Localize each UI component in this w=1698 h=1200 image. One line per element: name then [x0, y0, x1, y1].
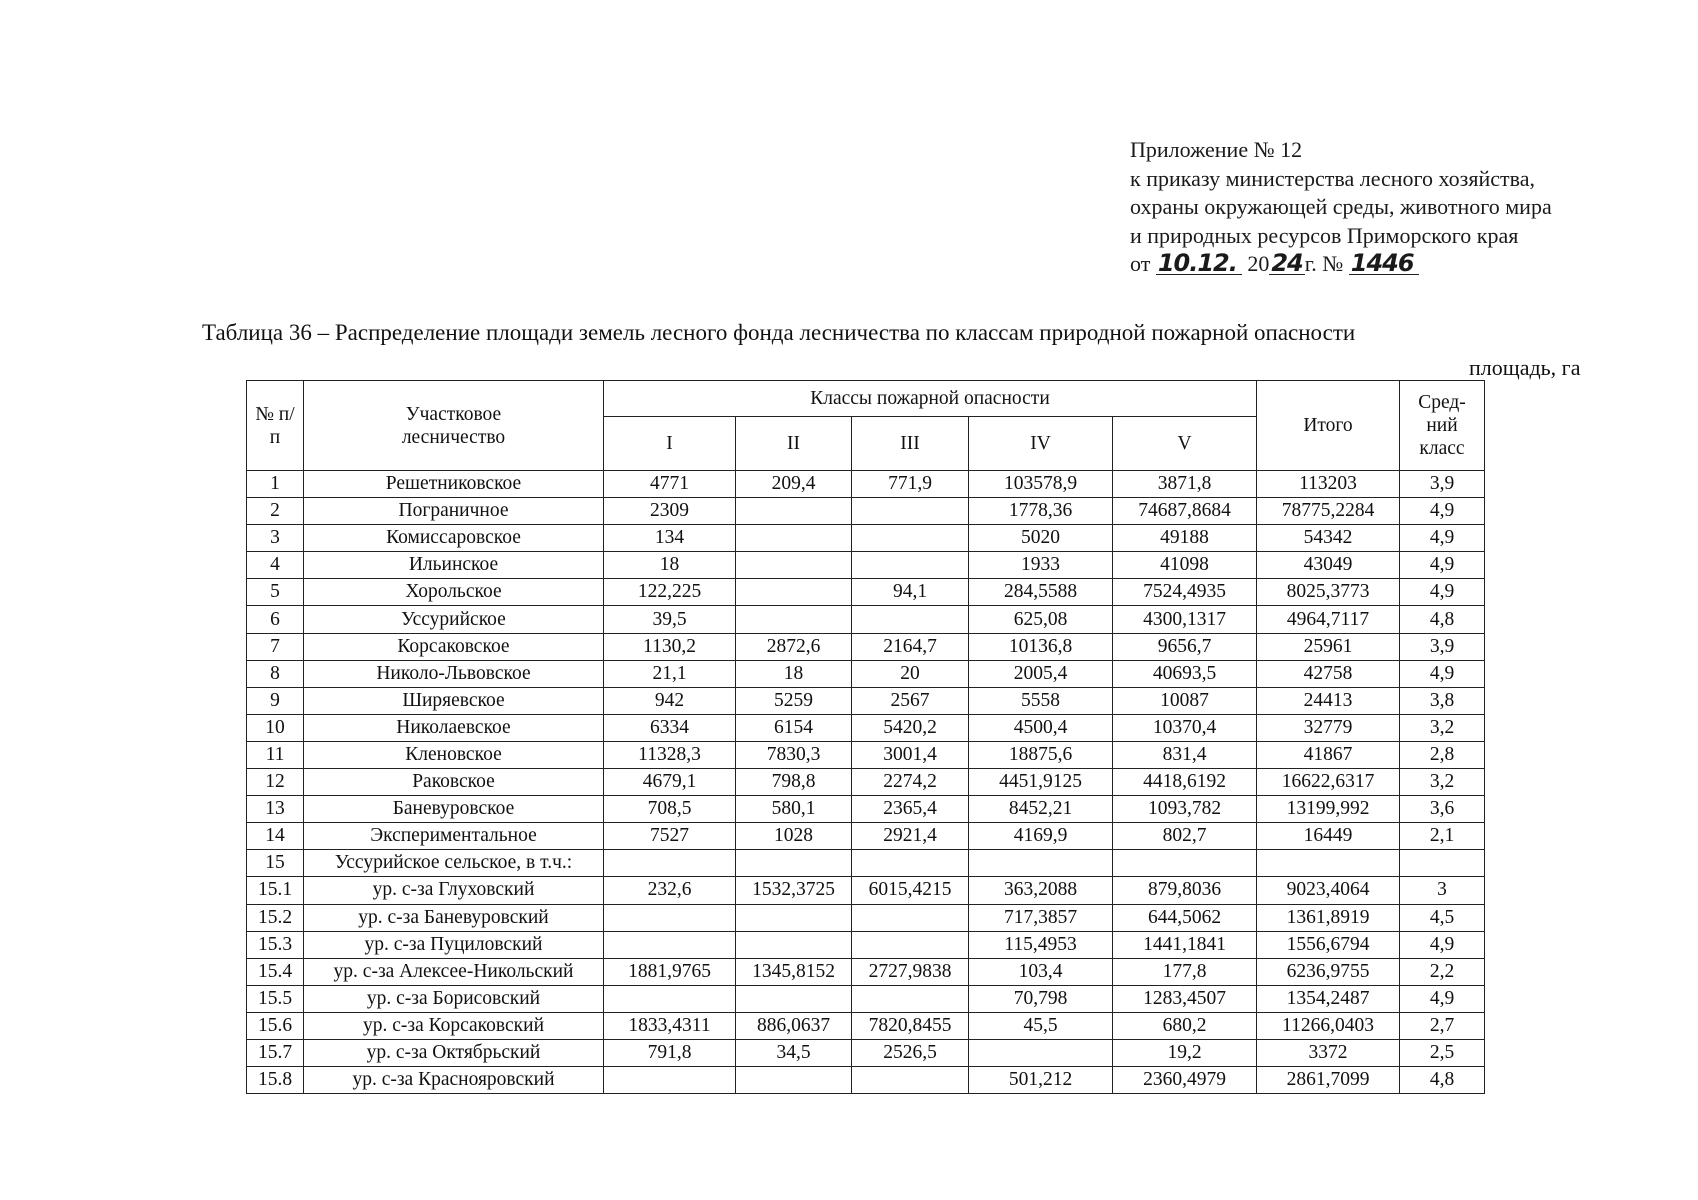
class-v-value: 10370,4 — [1113, 714, 1257, 741]
class-i-value: 791,8 — [604, 1039, 736, 1066]
header-fire-classes: Классы пожарной опасности — [604, 381, 1257, 417]
average-class-value: 3,9 — [1400, 471, 1485, 498]
class-ii-value: 580,1 — [736, 796, 852, 823]
class-v-value: 3871,8 — [1113, 471, 1257, 498]
forestry-name: Ширяевское — [304, 687, 604, 714]
class-iv-value: 363,2088 — [969, 877, 1113, 904]
class-ii-value: 1532,3725 — [736, 877, 852, 904]
header-class-iv: IV — [969, 417, 1113, 471]
header-num: № п/п — [247, 381, 304, 471]
class-v-value: 10087 — [1113, 687, 1257, 714]
table-row — [247, 958, 1485, 985]
class-iii-value — [852, 525, 969, 552]
class-i-value: 4771 — [604, 471, 736, 498]
class-ii-value: 1028 — [736, 823, 852, 850]
total-value: 1361,8919 — [1257, 904, 1400, 931]
class-ii-value: 886,0637 — [736, 1012, 852, 1039]
total-value: 16622,6317 — [1257, 769, 1400, 796]
class-v-value: 7524,4935 — [1113, 579, 1257, 606]
row-number: 15.2 — [247, 904, 304, 931]
class-ii-value — [736, 985, 852, 1012]
row-number: 7 — [247, 633, 304, 660]
class-v-value: 802,7 — [1113, 823, 1257, 850]
class-iii-value — [852, 552, 969, 579]
total-value: 78775,2284 — [1257, 498, 1400, 525]
forestry-name: Пограничное — [304, 498, 604, 525]
average-class-value: 4,9 — [1400, 931, 1485, 958]
table-row — [247, 769, 1485, 796]
row-number: 15.6 — [247, 1012, 304, 1039]
header-total: Итого — [1257, 381, 1400, 471]
class-i-value: 1833,4311 — [604, 1012, 736, 1039]
class-v-value: 4418,6192 — [1113, 769, 1257, 796]
table-row — [247, 606, 1485, 633]
class-i-value: 7527 — [604, 823, 736, 850]
class-ii-value: 5259 — [736, 687, 852, 714]
header-average-class: Сред-ний класс — [1400, 381, 1485, 471]
class-iv-value: 4500,4 — [969, 714, 1113, 741]
row-number: 9 — [247, 687, 304, 714]
class-iii-value: 94,1 — [852, 579, 969, 606]
class-iii-value: 5420,2 — [852, 714, 969, 741]
class-v-value: 19,2 — [1113, 1039, 1257, 1066]
class-iii-value: 3001,4 — [852, 741, 969, 768]
table-row — [247, 579, 1485, 606]
class-v-value: 831,4 — [1113, 741, 1257, 768]
appendix-block — [1130, 136, 1552, 279]
class-ii-value — [736, 579, 852, 606]
average-class-value: 3 — [1400, 877, 1485, 904]
row-number: 6 — [247, 606, 304, 633]
total-value: 16449 — [1257, 823, 1400, 850]
row-number: 15.3 — [247, 931, 304, 958]
class-v-value: 2360,4979 — [1113, 1067, 1257, 1094]
class-iv-value: 501,212 — [969, 1067, 1113, 1094]
total-value: 1354,2487 — [1257, 985, 1400, 1012]
table-row — [247, 498, 1485, 525]
class-i-value — [604, 1067, 736, 1094]
class-iv-value: 70,798 — [969, 985, 1113, 1012]
total-value: 32779 — [1257, 714, 1400, 741]
table-row — [247, 904, 1485, 931]
class-v-value: 1441,1841 — [1113, 931, 1257, 958]
class-iii-value: 2727,9838 — [852, 958, 969, 985]
average-class-value: 4,9 — [1400, 552, 1485, 579]
average-class-value: 3,2 — [1400, 714, 1485, 741]
class-iv-value: 717,3857 — [969, 904, 1113, 931]
forestry-name: Экспериментальное — [304, 823, 604, 850]
class-iii-value: 2164,7 — [852, 633, 969, 660]
row-number: 11 — [247, 741, 304, 768]
appendix-line: охраны окружающей среды, животного мира — [1130, 194, 1552, 219]
class-i-value: 134 — [604, 525, 736, 552]
class-ii-value: 209,4 — [736, 471, 852, 498]
average-class-value: 3,2 — [1400, 769, 1485, 796]
table-body — [247, 471, 1485, 1094]
average-class-value: 3,8 — [1400, 687, 1485, 714]
class-iv-value: 18875,6 — [969, 741, 1113, 768]
class-iii-value: 771,9 — [852, 471, 969, 498]
class-iii-value: 2365,4 — [852, 796, 969, 823]
total-value: 6236,9755 — [1257, 958, 1400, 985]
average-class-value: 2,1 — [1400, 823, 1485, 850]
average-class-value: 2,2 — [1400, 958, 1485, 985]
header-class-v: V — [1113, 417, 1257, 471]
total-value: 11266,0403 — [1257, 1012, 1400, 1039]
class-iv-value: 284,5588 — [969, 579, 1113, 606]
class-iii-value — [852, 850, 969, 877]
average-class-value: 4,9 — [1400, 660, 1485, 687]
class-i-value: 122,225 — [604, 579, 736, 606]
class-ii-value — [736, 606, 852, 633]
class-ii-value — [736, 1067, 852, 1094]
average-class-value: 4,5 — [1400, 904, 1485, 931]
class-v-value: 680,2 — [1113, 1012, 1257, 1039]
class-v-value: 74687,8684 — [1113, 498, 1257, 525]
forestry-name: Корсаковское — [304, 633, 604, 660]
header-class-i: I — [604, 417, 736, 471]
fire-danger-table — [246, 380, 1485, 1094]
table-row — [247, 931, 1485, 958]
class-v-value: 9656,7 — [1113, 633, 1257, 660]
class-i-value — [604, 850, 736, 877]
class-i-value: 232,6 — [604, 877, 736, 904]
total-value: 2861,7099 — [1257, 1067, 1400, 1094]
class-i-value — [604, 904, 736, 931]
row-number: 8 — [247, 660, 304, 687]
forestry-name: ур. с-за Борисовский — [304, 985, 604, 1012]
class-ii-value: 1345,8152 — [736, 958, 852, 985]
order-date-line — [1130, 250, 1552, 279]
class-i-value — [604, 931, 736, 958]
class-v-value: 40693,5 — [1113, 660, 1257, 687]
class-iii-value: 2921,4 — [852, 823, 969, 850]
class-iii-value: 2526,5 — [852, 1039, 969, 1066]
total-value: 43049 — [1257, 552, 1400, 579]
row-number: 15 — [247, 850, 304, 877]
class-v-value: 879,8036 — [1113, 877, 1257, 904]
forestry-name: Ильинское — [304, 552, 604, 579]
row-number: 10 — [247, 714, 304, 741]
forestry-name: ур. с-за Корсаковский — [304, 1012, 604, 1039]
class-iv-value — [969, 1039, 1113, 1066]
class-iv-value: 45,5 — [969, 1012, 1113, 1039]
average-class-value: 4,9 — [1400, 525, 1485, 552]
row-number: 15.7 — [247, 1039, 304, 1066]
appendix-line: к приказу министерства лесного хозяйства, — [1130, 165, 1536, 191]
table-row — [247, 633, 1485, 660]
class-v-value: 177,8 — [1113, 958, 1257, 985]
total-value: 9023,4064 — [1257, 877, 1400, 904]
units-label: площадь, га — [1469, 355, 1581, 380]
total-value: 42758 — [1257, 660, 1400, 687]
header-forestry: Участковое лесничество — [304, 381, 604, 471]
header-class-iii: III — [852, 417, 969, 471]
forestry-name: ур. с-за Пуциловский — [304, 931, 604, 958]
total-value: 54342 — [1257, 525, 1400, 552]
forestry-name: ур. с-за Глуховский — [304, 877, 604, 904]
table-row — [247, 1067, 1485, 1094]
row-number: 2 — [247, 498, 304, 525]
row-number: 12 — [247, 769, 304, 796]
table-row — [247, 877, 1485, 904]
average-class-value — [1400, 850, 1485, 877]
average-class-value: 4,8 — [1400, 606, 1485, 633]
forestry-name: Комиссаровское — [304, 525, 604, 552]
table-row — [247, 1012, 1485, 1039]
year-word: г. № — [1304, 251, 1344, 276]
class-ii-value: 34,5 — [736, 1039, 852, 1066]
class-ii-value: 7830,3 — [736, 741, 852, 768]
class-iii-value: 2567 — [852, 687, 969, 714]
class-i-value: 18 — [604, 552, 736, 579]
class-iv-value: 5558 — [969, 687, 1113, 714]
average-class-value: 2,8 — [1400, 741, 1485, 768]
year-prefix: 20 — [1247, 251, 1270, 276]
header-class-ii: II — [736, 417, 852, 471]
row-number: 15.1 — [247, 877, 304, 904]
table-row — [247, 823, 1485, 850]
class-ii-value — [736, 552, 852, 579]
class-iii-value — [852, 904, 969, 931]
header-row — [247, 381, 1485, 417]
class-iv-value: 4451,9125 — [969, 769, 1113, 796]
class-ii-value: 18 — [736, 660, 852, 687]
forestry-name: ур. с-за Баневуровский — [304, 904, 604, 931]
class-iii-value — [852, 985, 969, 1012]
class-iv-value: 1933 — [969, 552, 1113, 579]
forestry-name: Уссурийское сельское, в т.ч.: — [304, 850, 604, 877]
forestry-name: Николо-Львовское — [304, 660, 604, 687]
average-class-value: 3,9 — [1400, 633, 1485, 660]
class-i-value: 4679,1 — [604, 769, 736, 796]
average-class-value: 3,6 — [1400, 796, 1485, 823]
class-iii-value: 7820,8455 — [852, 1012, 969, 1039]
class-ii-value — [736, 931, 852, 958]
average-class-value: 4,8 — [1400, 1067, 1485, 1094]
class-iv-value: 8452,21 — [969, 796, 1113, 823]
total-value: 41867 — [1257, 741, 1400, 768]
class-i-value: 2309 — [604, 498, 736, 525]
class-i-value: 21,1 — [604, 660, 736, 687]
appendix-line: и природных ресурсов Приморского края — [1130, 222, 1519, 248]
table-row — [247, 660, 1485, 687]
class-i-value: 708,5 — [604, 796, 736, 823]
total-value: 25961 — [1257, 633, 1400, 660]
table-row — [247, 741, 1485, 768]
forestry-name: Уссурийское — [304, 606, 604, 633]
row-number: 5 — [247, 579, 304, 606]
total-value: 1556,6794 — [1257, 931, 1400, 958]
average-class-value: 2,7 — [1400, 1012, 1485, 1039]
row-number: 3 — [247, 525, 304, 552]
handwritten-year: 24 — [1271, 249, 1303, 277]
class-i-value — [604, 985, 736, 1012]
class-ii-value: 6154 — [736, 714, 852, 741]
forestry-name: Решетниковское — [304, 471, 604, 498]
total-value: 13199,992 — [1257, 796, 1400, 823]
table-caption: Таблица 36 – Распределение площади земель лесного фонда лесничества по классам природной пожарной опасности — [202, 320, 1356, 345]
class-i-value: 1130,2 — [604, 633, 736, 660]
forestry-name: Баневуровское — [304, 796, 604, 823]
class-iv-value: 10136,8 — [969, 633, 1113, 660]
forestry-name: Раковское — [304, 769, 604, 796]
class-iii-value: 2274,2 — [852, 769, 969, 796]
table-row — [247, 525, 1485, 552]
forestry-name: Николаевское — [304, 714, 604, 741]
class-iv-value: 103578,9 — [969, 471, 1113, 498]
class-iv-value: 5020 — [969, 525, 1113, 552]
table-row — [247, 714, 1485, 741]
date-prefix: от — [1130, 251, 1151, 276]
class-iv-value: 4169,9 — [969, 823, 1113, 850]
average-class-value: 4,9 — [1400, 985, 1485, 1012]
row-number: 4 — [247, 552, 304, 579]
forestry-name: ур. с-за Алексее-Никольский — [304, 958, 604, 985]
table-row — [247, 796, 1485, 823]
class-iv-value: 2005,4 — [969, 660, 1113, 687]
class-ii-value — [736, 525, 852, 552]
average-class-value: 4,9 — [1400, 579, 1485, 606]
forestry-name: ур. с-за Октябрьский — [304, 1039, 604, 1066]
row-number: 1 — [247, 471, 304, 498]
class-i-value: 942 — [604, 687, 736, 714]
table-row — [247, 687, 1485, 714]
table-row — [247, 850, 1485, 877]
class-iii-value: 6015,4215 — [852, 877, 969, 904]
class-ii-value: 798,8 — [736, 769, 852, 796]
class-i-value: 39,5 — [604, 606, 736, 633]
class-ii-value — [736, 498, 852, 525]
class-v-value: 1093,782 — [1113, 796, 1257, 823]
class-iv-value: 625,08 — [969, 606, 1113, 633]
class-v-value: 41098 — [1113, 552, 1257, 579]
class-i-value: 1881,9765 — [604, 958, 736, 985]
average-class-value: 2,5 — [1400, 1039, 1485, 1066]
class-v-value: 49188 — [1113, 525, 1257, 552]
class-iii-value — [852, 606, 969, 633]
forestry-name: ур. с-за Краснояровский — [304, 1067, 604, 1094]
table-row — [247, 985, 1485, 1012]
average-class-value: 4,9 — [1400, 498, 1485, 525]
forestry-name: Хорольское — [304, 579, 604, 606]
class-iv-value: 115,4953 — [969, 931, 1113, 958]
table-row — [247, 471, 1485, 498]
row-number: 13 — [247, 796, 304, 823]
class-ii-value — [736, 850, 852, 877]
class-iii-value — [852, 1067, 969, 1094]
row-number: 15.8 — [247, 1067, 304, 1094]
handwritten-date: 10.12. — [1156, 252, 1242, 275]
class-iv-value — [969, 850, 1113, 877]
row-number: 14 — [247, 823, 304, 850]
class-v-value: 1283,4507 — [1113, 985, 1257, 1012]
class-ii-value — [736, 904, 852, 931]
class-iii-value — [852, 931, 969, 958]
class-i-value: 11328,3 — [604, 741, 736, 768]
total-value: 113203 — [1257, 471, 1400, 498]
row-number: 15.5 — [247, 985, 304, 1012]
table-row — [247, 1039, 1485, 1066]
class-iv-value: 1778,36 — [969, 498, 1113, 525]
appendix-title: Приложение № 12 — [1130, 137, 1303, 162]
class-ii-value: 2872,6 — [736, 633, 852, 660]
handwritten-order-number: 1446 — [1349, 252, 1419, 275]
total-value — [1257, 850, 1400, 877]
total-value: 3372 — [1257, 1039, 1400, 1066]
class-iii-value — [852, 498, 969, 525]
class-v-value: 644,5062 — [1113, 904, 1257, 931]
class-v-value: 4300,1317 — [1113, 606, 1257, 633]
total-value: 24413 — [1257, 687, 1400, 714]
row-number: 15.4 — [247, 958, 304, 985]
class-i-value: 6334 — [604, 714, 736, 741]
class-v-value — [1113, 850, 1257, 877]
total-value: 8025,3773 — [1257, 579, 1400, 606]
table-row — [247, 552, 1485, 579]
forestry-name: Кленовское — [304, 741, 604, 768]
class-iii-value: 20 — [852, 660, 969, 687]
class-iv-value: 103,4 — [969, 958, 1113, 985]
total-value: 4964,7117 — [1257, 606, 1400, 633]
